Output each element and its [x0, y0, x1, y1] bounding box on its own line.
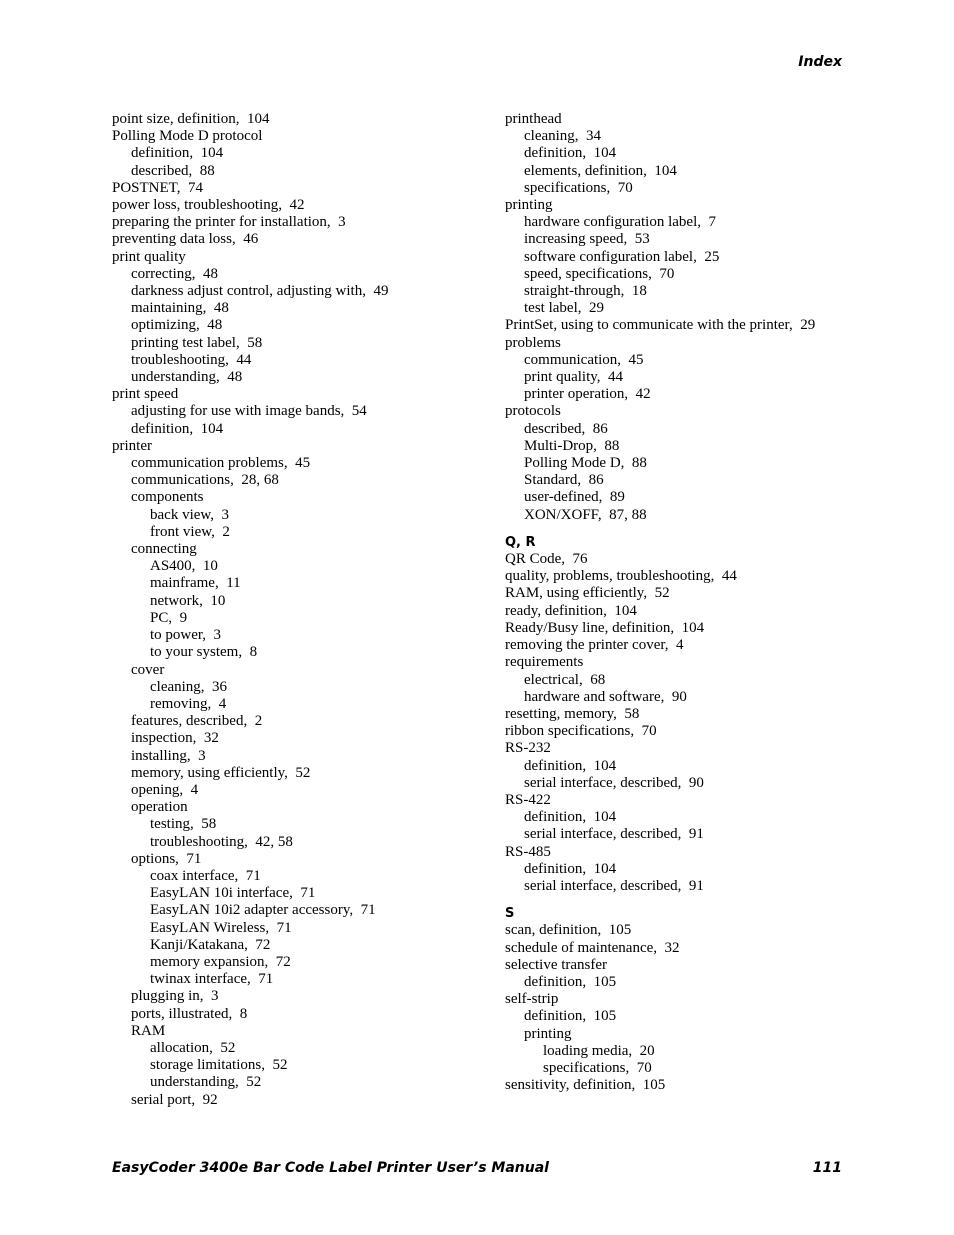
index-entry: Polling Mode D, 88 — [524, 455, 647, 472]
index-entry: self-strip — [505, 991, 559, 1008]
index-entry: definition, 104 — [131, 145, 224, 162]
index-entry: EasyLAN 10i interface, 71 — [150, 885, 316, 902]
index-entry: communication problems, 45 — [131, 455, 311, 472]
index-entry: serial interface, described, 90 — [524, 774, 704, 791]
index-entry: power loss, troubleshooting, 42 — [112, 197, 305, 214]
index-entry: EasyLAN 10i2 adapter accessory, 71 — [150, 902, 376, 919]
index-entry: print quality — [112, 248, 186, 265]
index-entry: software configuration label, 25 — [524, 248, 720, 265]
index-entry: print quality, 44 — [524, 369, 624, 386]
index-entry: printing — [505, 197, 553, 214]
index-entry: allocation, 52 — [150, 1039, 236, 1056]
index-entry: requirements — [505, 654, 584, 671]
index-entry: ready, definition, 104 — [505, 602, 637, 619]
index-entry: definition, 104 — [524, 757, 617, 774]
index-entry: coax interface, 71 — [150, 867, 261, 884]
page-number: 111 — [812, 1160, 842, 1176]
index-entry: serial interface, described, 91 — [524, 826, 704, 843]
index-entry: preparing the printer for installation, 3 — [112, 214, 346, 231]
index-entry: darkness adjust control, adjusting with, 49 — [131, 283, 389, 300]
index-entry: components — [131, 489, 204, 506]
index-entry: understanding, 52 — [150, 1074, 262, 1091]
index-entry: speed, specifications, 70 — [524, 265, 675, 282]
index-entry: optimizing, 48 — [131, 317, 223, 334]
index-entry: Ready/Busy line, definition, 104 — [505, 619, 705, 636]
index-entry: point size, definition, 104 — [112, 111, 270, 127]
index-entry: QR Code, 76 — [505, 551, 588, 568]
index-entry: storage limitations, 52 — [150, 1057, 288, 1074]
index-entry: connecting — [131, 541, 197, 558]
index-entry: preventing data loss, 46 — [112, 231, 259, 248]
index-entry: RAM — [131, 1022, 166, 1039]
index-entry: cleaning, 34 — [524, 128, 602, 145]
index-entry: RS-422 — [505, 791, 551, 808]
index-entry: XON/XOFF, 87, 88 — [524, 506, 647, 523]
index-section-heading: Q, R — [505, 534, 536, 550]
index-entry: test label, 29 — [524, 300, 604, 317]
index-entry: communications, 28, 68 — [131, 472, 279, 489]
index-entry: Kanji/Katakana, 72 — [150, 936, 271, 953]
index-entry: POSTNET, 74 — [112, 179, 203, 196]
index-entry: schedule of maintenance, 32 — [505, 939, 680, 956]
index-entry: removing the printer cover, 4 — [505, 637, 684, 654]
index-entry: protocols — [505, 403, 561, 420]
index-entry: straight-through, 18 — [524, 283, 647, 300]
index-entry: RS-232 — [505, 740, 551, 757]
index-entry: scan, definition, 105 — [505, 922, 632, 939]
index-entry: to your system, 8 — [150, 644, 258, 661]
index-entry: selective transfer — [505, 956, 608, 973]
index-entry: definition, 104 — [131, 420, 224, 437]
index-entry: PC, 9 — [150, 609, 188, 626]
index-entry: cover — [131, 661, 165, 678]
index-entry: printing — [524, 1025, 572, 1042]
index-entry: quality, problems, troubleshooting, 44 — [505, 568, 737, 585]
index-entry: mainframe, 11 — [150, 575, 241, 592]
index-section-heading: S — [505, 906, 515, 922]
index-entry: plugging in, 3 — [131, 988, 219, 1005]
index-entry: communication, 45 — [524, 351, 644, 368]
index-entry: serial port, 92 — [131, 1091, 218, 1108]
index-entry: loading media, 20 — [543, 1042, 655, 1059]
index-entry: serial interface, described, 91 — [524, 877, 704, 894]
index-entry: removing, 4 — [150, 695, 227, 712]
index-entry: resetting, memory, 58 — [505, 705, 640, 722]
index-entry: twinax interface, 71 — [150, 971, 274, 988]
index-entry: PrintSet, using to communicate with the printer, 29 — [505, 317, 816, 334]
index-entry: printer operation, 42 — [524, 386, 651, 403]
index-entry: options, 71 — [131, 850, 202, 867]
index-entry: definition, 104 — [524, 145, 617, 162]
index-entry: maintaining, 48 — [131, 300, 229, 317]
index-entry: definition, 104 — [524, 860, 617, 877]
index-entry: hardware and software, 90 — [524, 688, 687, 705]
index-entry: back view, 3 — [150, 506, 229, 523]
index-entry: described, 86 — [524, 420, 608, 437]
index-entry: problems — [505, 334, 561, 351]
index-entry: printer — [112, 437, 152, 454]
index-entry: Multi-Drop, 88 — [524, 437, 620, 454]
index-entry: memory, using efficiently, 52 — [131, 764, 311, 781]
index-entry: EasyLAN Wireless, 71 — [150, 919, 292, 936]
index-entry: print speed — [112, 386, 179, 403]
index-entry: definition, 105 — [524, 973, 617, 990]
index-entry: correcting, 48 — [131, 265, 219, 282]
index-entry: inspection, 32 — [131, 730, 219, 747]
index-entry: hardware configuration label, 7 — [524, 214, 717, 231]
index-entry: described, 88 — [131, 162, 215, 179]
index-entry: definition, 104 — [524, 809, 617, 826]
index-entry: operation — [131, 799, 188, 816]
index-entry: AS400, 10 — [150, 558, 218, 575]
index-entry: elements, definition, 104 — [524, 162, 677, 179]
index-entry: Polling Mode D protocol — [112, 128, 263, 145]
index-entry: RS-485 — [505, 843, 551, 860]
index-entry: installing, 3 — [131, 747, 206, 764]
index-entry: sensitivity, definition, 105 — [505, 1077, 666, 1094]
index-entry: front view, 2 — [150, 523, 230, 540]
index-entry: specifications, 70 — [543, 1059, 652, 1076]
index-entry: to power, 3 — [150, 627, 222, 644]
index-entry: ports, illustrated, 8 — [131, 1005, 248, 1022]
running-header: Index — [798, 54, 842, 70]
index-entry: electrical, 68 — [524, 671, 606, 688]
index-entry: specifications, 70 — [524, 179, 633, 196]
index-entry: cleaning, 36 — [150, 678, 228, 695]
index-entry: RAM, using efficiently, 52 — [505, 585, 670, 602]
index-entry: printing test label, 58 — [131, 334, 263, 351]
index-column-left — [112, 111, 492, 1109]
index-entry: troubleshooting, 42, 58 — [150, 833, 293, 850]
index-entry: troubleshooting, 44 — [131, 351, 252, 368]
index-entry: printhead — [505, 111, 562, 127]
index-entry: features, described, 2 — [131, 713, 263, 730]
index-column-right — [505, 111, 845, 1094]
index-entry: adjusting for use with image bands, 54 — [131, 403, 367, 420]
index-entry: opening, 4 — [131, 781, 199, 798]
index-entry: ribbon specifications, 70 — [505, 723, 657, 740]
manual-title: EasyCoder 3400e Bar Code Label Printer User’s Manual — [112, 1160, 549, 1176]
index-entry: user-defined, 89 — [524, 489, 625, 506]
page-footer — [112, 1160, 842, 1176]
index-entry: increasing speed, 53 — [524, 231, 650, 248]
index-entry: definition, 105 — [524, 1008, 617, 1025]
index-entry: network, 10 — [150, 592, 226, 609]
index-entry: Standard, 86 — [524, 472, 604, 489]
index-entry: understanding, 48 — [131, 369, 243, 386]
index-entry: memory expansion, 72 — [150, 953, 291, 970]
index-entry: testing, 58 — [150, 816, 217, 833]
